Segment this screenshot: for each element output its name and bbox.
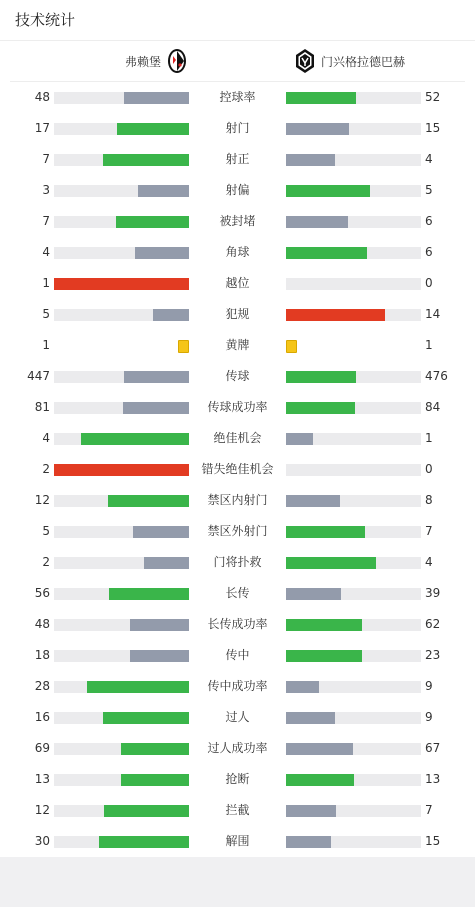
away-bar-fill xyxy=(286,309,385,321)
away-bar-track xyxy=(286,526,421,538)
away-bar-track xyxy=(286,464,421,476)
stat-label: 解围 xyxy=(225,834,250,848)
teams-row xyxy=(10,41,465,82)
away-bar-fill xyxy=(286,371,356,383)
stat-row xyxy=(0,361,475,392)
away-bar-fill xyxy=(286,123,349,135)
home-bar-fill xyxy=(130,619,189,631)
stat-row xyxy=(0,82,475,113)
stat-label: 抢断 xyxy=(225,772,250,786)
home-value: 56 xyxy=(34,586,50,600)
stat-row xyxy=(0,547,475,578)
stat-label: 禁区内射门 xyxy=(207,493,268,507)
home-bar-fill xyxy=(87,681,189,693)
stat-row xyxy=(0,175,475,206)
stat-label: 长传成功率 xyxy=(207,617,268,631)
home-bar-track xyxy=(54,309,189,321)
home-bar-fill xyxy=(138,185,189,197)
home-bar-track xyxy=(54,588,189,600)
home-bar-track xyxy=(54,92,189,104)
stat-row xyxy=(0,640,475,671)
home-value: 4 xyxy=(42,431,50,445)
away-bar-track xyxy=(286,154,421,166)
away-value: 52 xyxy=(425,90,441,104)
away-bar-track xyxy=(286,247,421,259)
home-value: 7 xyxy=(42,152,50,166)
home-bar-fill xyxy=(54,278,189,290)
stat-row xyxy=(0,454,475,485)
stat-label: 传球成功率 xyxy=(207,400,268,414)
home-value: 16 xyxy=(34,710,50,724)
away-bar-track xyxy=(286,681,421,693)
home-bar-fill xyxy=(124,371,189,383)
stat-label: 过人 xyxy=(225,710,250,724)
away-bar-track xyxy=(286,309,421,321)
home-value: 13 xyxy=(34,772,50,786)
stat-row xyxy=(0,671,475,702)
home-value: 3 xyxy=(42,183,50,197)
away-bar-fill xyxy=(286,650,362,662)
away-team-name: 门兴格拉德巴赫 xyxy=(321,54,406,69)
away-bar-fill xyxy=(286,712,335,724)
away-value: 1 xyxy=(425,431,433,445)
stat-label: 过人成功率 xyxy=(207,741,268,755)
stats-list xyxy=(0,82,475,857)
home-bar-fill xyxy=(103,712,189,724)
stat-label: 黄牌 xyxy=(225,338,250,352)
home-bar-fill xyxy=(81,433,189,445)
away-bar-fill xyxy=(286,557,376,569)
away-bar-track xyxy=(286,185,421,197)
home-value: 48 xyxy=(34,90,50,104)
stat-row xyxy=(0,733,475,764)
away-bar-fill xyxy=(286,247,367,259)
away-yellow-card-icon xyxy=(286,340,297,353)
stat-row xyxy=(0,330,475,361)
home-bar-track xyxy=(54,216,189,228)
home-bar-track xyxy=(54,185,189,197)
stat-row xyxy=(0,578,475,609)
home-bar-track xyxy=(54,805,189,817)
home-team xyxy=(125,41,187,81)
home-bar-track xyxy=(54,495,189,507)
away-value: 0 xyxy=(425,276,433,290)
home-bar-track xyxy=(54,433,189,445)
home-bar-track xyxy=(54,278,189,290)
away-value: 5 xyxy=(425,183,433,197)
away-value: 84 xyxy=(425,400,441,414)
home-value: 1 xyxy=(42,338,50,352)
home-bar-track xyxy=(54,371,189,383)
away-bar-track xyxy=(286,743,421,755)
home-bar-track xyxy=(54,247,189,259)
away-value: 7 xyxy=(425,524,433,538)
stat-label: 射偏 xyxy=(225,183,250,197)
home-bar-fill xyxy=(123,402,189,414)
home-value: 12 xyxy=(34,493,50,507)
away-team-crest-icon xyxy=(295,48,315,74)
home-bar-fill xyxy=(99,836,189,848)
away-value: 39 xyxy=(425,586,441,600)
away-bar-fill xyxy=(286,185,370,197)
home-value: 447 xyxy=(27,369,50,383)
home-bar-track xyxy=(54,464,189,476)
home-bar-fill xyxy=(121,743,189,755)
home-value: 69 xyxy=(34,741,50,755)
away-bar-track xyxy=(286,712,421,724)
away-bar-track xyxy=(286,619,421,631)
home-bar-track xyxy=(54,743,189,755)
home-bar-fill xyxy=(54,464,189,476)
stat-row xyxy=(0,113,475,144)
home-bar-fill xyxy=(108,495,189,507)
away-value: 62 xyxy=(425,617,441,631)
away-value: 6 xyxy=(425,214,433,228)
stat-label: 射门 xyxy=(225,121,250,135)
home-bar-fill xyxy=(103,154,189,166)
away-value: 15 xyxy=(425,834,441,848)
home-bar-fill xyxy=(109,588,189,600)
away-value: 0 xyxy=(425,462,433,476)
away-bar-fill xyxy=(286,743,353,755)
home-value: 28 xyxy=(34,679,50,693)
stat-label: 门将扑救 xyxy=(213,555,262,569)
stat-label: 禁区外射门 xyxy=(207,524,268,538)
away-bar-fill xyxy=(286,495,340,507)
away-bar-track xyxy=(286,433,421,445)
home-yellow-card-icon xyxy=(178,340,189,353)
home-bar-track xyxy=(54,712,189,724)
home-bar-fill xyxy=(121,774,189,786)
stat-label: 射正 xyxy=(225,152,250,166)
stat-row xyxy=(0,268,475,299)
stat-label: 被封堵 xyxy=(219,214,256,228)
away-bar-fill xyxy=(286,433,313,445)
away-bar-track xyxy=(286,371,421,383)
away-bar-track xyxy=(286,92,421,104)
stat-row xyxy=(0,516,475,547)
stat-row xyxy=(0,144,475,175)
home-bar-fill xyxy=(144,557,189,569)
away-bar-fill xyxy=(286,92,356,104)
away-bar-fill xyxy=(286,774,354,786)
away-value: 8 xyxy=(425,493,433,507)
away-bar-fill xyxy=(286,588,341,600)
stat-row xyxy=(0,392,475,423)
home-bar-track xyxy=(54,557,189,569)
home-value: 2 xyxy=(42,462,50,476)
stat-label: 越位 xyxy=(225,276,250,290)
stat-row xyxy=(0,299,475,330)
home-value: 7 xyxy=(42,214,50,228)
home-value: 18 xyxy=(34,648,50,662)
home-value: 17 xyxy=(34,121,50,135)
away-value: 9 xyxy=(425,679,433,693)
stat-row xyxy=(0,702,475,733)
stat-label: 犯规 xyxy=(225,307,250,321)
home-value: 4 xyxy=(42,245,50,259)
away-value: 6 xyxy=(425,245,433,259)
away-value: 67 xyxy=(425,741,441,755)
home-value: 2 xyxy=(42,555,50,569)
away-bar-track xyxy=(286,774,421,786)
stat-label: 传中 xyxy=(225,648,250,662)
away-bar-track xyxy=(286,836,421,848)
home-bar-fill xyxy=(153,309,189,321)
away-value: 4 xyxy=(425,152,433,166)
stat-label: 错失绝佳机会 xyxy=(201,462,274,476)
stat-label: 长传 xyxy=(225,586,250,600)
away-value: 14 xyxy=(425,307,441,321)
home-value: 1 xyxy=(42,276,50,290)
stat-row xyxy=(0,485,475,516)
away-bar-fill xyxy=(286,402,355,414)
stat-row xyxy=(0,423,475,454)
home-team-crest-icon xyxy=(167,48,187,74)
stat-label: 绝佳机会 xyxy=(213,431,262,445)
home-team-name: 弗赖堡 xyxy=(125,54,162,69)
home-bar-track xyxy=(54,402,189,414)
away-bar-track xyxy=(286,278,421,290)
home-bar-fill xyxy=(130,650,189,662)
home-value: 48 xyxy=(34,617,50,631)
away-value: 15 xyxy=(425,121,441,135)
away-bar-fill xyxy=(286,619,362,631)
away-value: 7 xyxy=(425,803,433,817)
away-bar-fill xyxy=(286,836,331,848)
away-bar-track xyxy=(286,557,421,569)
away-bar-fill xyxy=(286,805,336,817)
stat-row xyxy=(0,237,475,268)
home-bar-fill xyxy=(104,805,189,817)
away-bar-track xyxy=(286,495,421,507)
away-bar-fill xyxy=(286,681,319,693)
home-bar-fill xyxy=(133,526,189,538)
home-bar-fill xyxy=(124,92,189,104)
away-value: 4 xyxy=(425,555,433,569)
stat-row xyxy=(0,764,475,795)
home-bar-track xyxy=(54,650,189,662)
home-value: 30 xyxy=(34,834,50,848)
away-bar-track xyxy=(286,216,421,228)
away-bar-fill xyxy=(286,526,365,538)
stat-row xyxy=(0,206,475,237)
away-value: 13 xyxy=(425,772,441,786)
away-bar-fill xyxy=(286,154,335,166)
stat-label: 拦截 xyxy=(225,803,250,817)
home-bar-fill xyxy=(116,216,189,228)
home-value: 12 xyxy=(34,803,50,817)
home-bar-track xyxy=(54,123,189,135)
home-bar-fill xyxy=(135,247,189,259)
home-bar-track xyxy=(54,774,189,786)
away-bar-track xyxy=(286,123,421,135)
home-bar-track xyxy=(54,681,189,693)
home-bar-track xyxy=(54,526,189,538)
home-bar-track xyxy=(54,836,189,848)
away-value: 23 xyxy=(425,648,441,662)
away-value: 476 xyxy=(425,369,448,383)
home-bar-track xyxy=(54,619,189,631)
stat-label: 控球率 xyxy=(219,90,256,104)
home-value: 81 xyxy=(34,400,50,414)
away-value: 1 xyxy=(425,338,433,352)
away-bar-track xyxy=(286,805,421,817)
stat-label: 角球 xyxy=(225,245,250,259)
away-bar-track xyxy=(286,588,421,600)
stat-row xyxy=(0,795,475,826)
home-value: 5 xyxy=(42,307,50,321)
stat-row xyxy=(0,826,475,857)
away-value: 9 xyxy=(425,710,433,724)
home-bar-fill xyxy=(117,123,189,135)
away-bar-track xyxy=(286,650,421,662)
stat-row xyxy=(0,609,475,640)
stat-label: 传球 xyxy=(225,369,250,383)
home-value: 5 xyxy=(42,524,50,538)
away-team xyxy=(295,41,405,81)
page-title: 技术统计 xyxy=(0,0,475,41)
stat-label: 传中成功率 xyxy=(207,679,268,693)
home-bar-track xyxy=(54,154,189,166)
away-bar-track xyxy=(286,402,421,414)
away-bar-fill xyxy=(286,216,348,228)
